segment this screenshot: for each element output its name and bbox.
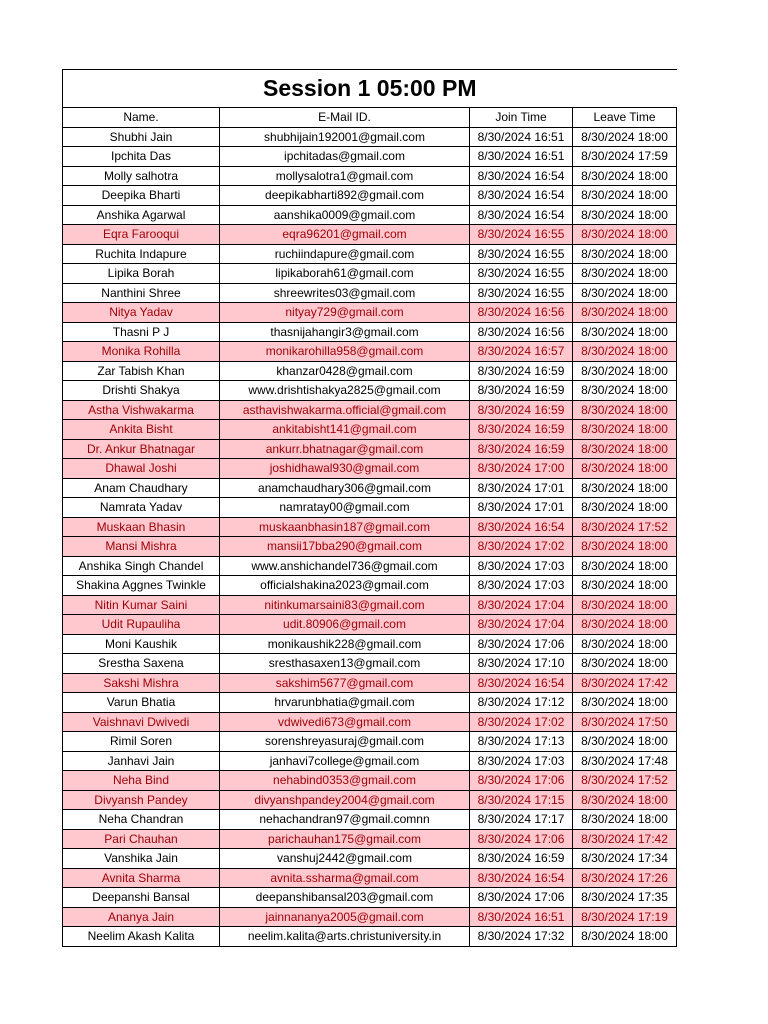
cell-join-time: 8/30/2024 16:51 — [470, 127, 573, 147]
cell-name: Muskaan Bhasin — [63, 517, 220, 537]
cell-name: Drishti Shakya — [63, 381, 220, 401]
cell-name: Astha Vishwakarma — [63, 400, 220, 420]
cell-name: Janhavi Jain — [63, 751, 220, 771]
cell-name: Udit Rupauliha — [63, 615, 220, 635]
cell-leave-time: 8/30/2024 18:00 — [573, 634, 677, 654]
cell-join-time: 8/30/2024 17:04 — [470, 615, 573, 635]
cell-leave-time: 8/30/2024 18:00 — [573, 303, 677, 323]
table-body — [63, 127, 677, 946]
table-row — [63, 576, 677, 596]
cell-join-time: 8/30/2024 16:59 — [470, 361, 573, 381]
cell-leave-time: 8/30/2024 17:35 — [573, 888, 677, 908]
cell-join-time: 8/30/2024 17:00 — [470, 459, 573, 479]
table-row — [63, 127, 677, 147]
cell-join-time: 8/30/2024 17:10 — [470, 654, 573, 674]
cell-leave-time: 8/30/2024 17:50 — [573, 712, 677, 732]
cell-join-time: 8/30/2024 16:54 — [470, 205, 573, 225]
cell-name: Neelim Akash Kalita — [63, 927, 220, 947]
cell-join-time: 8/30/2024 16:56 — [470, 322, 573, 342]
cell-leave-time: 8/30/2024 18:00 — [573, 127, 677, 147]
cell-name: Anam Chaudhary — [63, 478, 220, 498]
cell-leave-time: 8/30/2024 17:34 — [573, 849, 677, 869]
table-row — [63, 439, 677, 459]
table-row — [63, 634, 677, 654]
cell-email: sresthasaxen13@gmail.com — [220, 654, 470, 674]
cell-join-time: 8/30/2024 17:17 — [470, 810, 573, 830]
cell-email: ruchiindapure@gmail.com — [220, 244, 470, 264]
cell-leave-time: 8/30/2024 17:48 — [573, 751, 677, 771]
cell-email: parichauhan175@gmail.com — [220, 829, 470, 849]
table-row — [63, 829, 677, 849]
cell-join-time: 8/30/2024 16:54 — [470, 166, 573, 186]
cell-email: ankitabisht141@gmail.com — [220, 420, 470, 440]
cell-leave-time: 8/30/2024 18:00 — [573, 615, 677, 635]
table-row — [63, 537, 677, 557]
cell-leave-time: 8/30/2024 18:00 — [573, 400, 677, 420]
table-row — [63, 849, 677, 869]
cell-join-time: 8/30/2024 17:06 — [470, 634, 573, 654]
cell-name: Deepika Bharti — [63, 186, 220, 206]
cell-leave-time: 8/30/2024 18:00 — [573, 186, 677, 206]
cell-name: Dhawal Joshi — [63, 459, 220, 479]
cell-name: Ruchita Indapure — [63, 244, 220, 264]
cell-name: Sakshi Mishra — [63, 673, 220, 693]
cell-name: Nitya Yadav — [63, 303, 220, 323]
cell-join-time: 8/30/2024 17:01 — [470, 478, 573, 498]
cell-email: nityay729@gmail.com — [220, 303, 470, 323]
cell-email: hrvarunbhatia@gmail.com — [220, 693, 470, 713]
cell-email: namratay00@gmail.com — [220, 498, 470, 518]
cell-name: Nitin Kumar Saini — [63, 595, 220, 615]
cell-leave-time: 8/30/2024 18:00 — [573, 264, 677, 284]
cell-join-time: 8/30/2024 16:55 — [470, 244, 573, 264]
cell-leave-time: 8/30/2024 18:00 — [573, 654, 677, 674]
cell-name: Eqra Farooqui — [63, 225, 220, 245]
cell-email: nitinkumarsaini83@gmail.com — [220, 595, 470, 615]
cell-email: lipikaborah61@gmail.com — [220, 264, 470, 284]
title-row — [63, 70, 677, 108]
cell-leave-time: 8/30/2024 17:52 — [573, 517, 677, 537]
cell-join-time: 8/30/2024 16:54 — [470, 186, 573, 206]
table-row — [63, 810, 677, 830]
cell-email: udit.80906@gmail.com — [220, 615, 470, 635]
cell-name: Lipika Borah — [63, 264, 220, 284]
cell-name: Pari Chauhan — [63, 829, 220, 849]
cell-leave-time: 8/30/2024 18:00 — [573, 322, 677, 342]
cell-name: Molly salhotra — [63, 166, 220, 186]
cell-join-time: 8/30/2024 16:51 — [470, 147, 573, 167]
cell-email: janhavi7college@gmail.com — [220, 751, 470, 771]
cell-email: sakshim5677@gmail.com — [220, 673, 470, 693]
table-row — [63, 595, 677, 615]
cell-leave-time: 8/30/2024 18:00 — [573, 420, 677, 440]
cell-name: Avnita Sharma — [63, 868, 220, 888]
table-row — [63, 654, 677, 674]
cell-leave-time: 8/30/2024 18:00 — [573, 498, 677, 518]
table-row — [63, 732, 677, 752]
cell-email: deepikabharti892@gmail.com — [220, 186, 470, 206]
table-row — [63, 673, 677, 693]
cell-name: Neha Bind — [63, 771, 220, 791]
cell-join-time: 8/30/2024 16:59 — [470, 420, 573, 440]
cell-email: neelim.kalita@arts.christuniversity.in — [220, 927, 470, 947]
cell-join-time: 8/30/2024 16:55 — [470, 264, 573, 284]
cell-name: Deepanshi Bansal — [63, 888, 220, 908]
table-row — [63, 166, 677, 186]
table-row — [63, 615, 677, 635]
cell-email: nehabind0353@gmail.com — [220, 771, 470, 791]
table-row — [63, 693, 677, 713]
cell-name: Shubhi Jain — [63, 127, 220, 147]
table-row — [63, 420, 677, 440]
cell-join-time: 8/30/2024 17:02 — [470, 537, 573, 557]
cell-email: ankurr.bhatnagar@gmail.com — [220, 439, 470, 459]
cell-leave-time: 8/30/2024 17:59 — [573, 147, 677, 167]
attendance-table — [62, 69, 677, 947]
table-row — [63, 556, 677, 576]
table-row — [63, 478, 677, 498]
cell-email: ipchitadas@gmail.com — [220, 147, 470, 167]
table-row — [63, 283, 677, 303]
cell-join-time: 8/30/2024 17:03 — [470, 576, 573, 596]
table-row — [63, 517, 677, 537]
table-row — [63, 381, 677, 401]
cell-join-time: 8/30/2024 17:01 — [470, 498, 573, 518]
cell-join-time: 8/30/2024 16:56 — [470, 303, 573, 323]
cell-join-time: 8/30/2024 17:02 — [470, 712, 573, 732]
cell-name: Anshika Singh Chandel — [63, 556, 220, 576]
cell-join-time: 8/30/2024 17:15 — [470, 790, 573, 810]
table-row — [63, 459, 677, 479]
cell-email: thasnijahangir3@gmail.com — [220, 322, 470, 342]
cell-leave-time: 8/30/2024 18:00 — [573, 225, 677, 245]
cell-name: Ananya Jain — [63, 907, 220, 927]
column-header-name: Name. — [63, 108, 220, 128]
cell-join-time: 8/30/2024 17:03 — [470, 556, 573, 576]
cell-leave-time: 8/30/2024 18:00 — [573, 166, 677, 186]
cell-join-time: 8/30/2024 17:06 — [470, 829, 573, 849]
table-row — [63, 790, 677, 810]
cell-join-time: 8/30/2024 16:54 — [470, 673, 573, 693]
cell-join-time: 8/30/2024 16:54 — [470, 868, 573, 888]
cell-join-time: 8/30/2024 16:59 — [470, 849, 573, 869]
table-row — [63, 888, 677, 908]
cell-name: Rimil Soren — [63, 732, 220, 752]
cell-email: monikarohilla958@gmail.com — [220, 342, 470, 362]
cell-leave-time: 8/30/2024 18:00 — [573, 732, 677, 752]
cell-leave-time: 8/30/2024 17:52 — [573, 771, 677, 791]
cell-leave-time: 8/30/2024 18:00 — [573, 283, 677, 303]
table-row — [63, 361, 677, 381]
cell-leave-time: 8/30/2024 18:00 — [573, 478, 677, 498]
cell-email: shreewrites03@gmail.com — [220, 283, 470, 303]
table-row — [63, 751, 677, 771]
cell-name: Nanthini Shree — [63, 283, 220, 303]
cell-name: Mansi Mishra — [63, 537, 220, 557]
cell-leave-time: 8/30/2024 17:26 — [573, 868, 677, 888]
table-row — [63, 907, 677, 927]
cell-join-time: 8/30/2024 17:06 — [470, 771, 573, 791]
cell-email: aanshika0009@gmail.com — [220, 205, 470, 225]
cell-join-time: 8/30/2024 16:59 — [470, 400, 573, 420]
cell-leave-time: 8/30/2024 18:00 — [573, 595, 677, 615]
cell-name: Neha Chandran — [63, 810, 220, 830]
cell-name: Anshika Agarwal — [63, 205, 220, 225]
cell-name: Varun Bhatia — [63, 693, 220, 713]
table-row — [63, 400, 677, 420]
cell-name: Divyansh Pandey — [63, 790, 220, 810]
cell-email: eqra96201@gmail.com — [220, 225, 470, 245]
cell-leave-time: 8/30/2024 18:00 — [573, 205, 677, 225]
cell-email: www.drishtishakya2825@gmail.com — [220, 381, 470, 401]
table-row — [63, 225, 677, 245]
cell-leave-time: 8/30/2024 18:00 — [573, 556, 677, 576]
cell-email: anamchaudhary306@gmail.com — [220, 478, 470, 498]
cell-join-time: 8/30/2024 17:04 — [470, 595, 573, 615]
column-header-join-time: Join Time — [470, 108, 573, 128]
cell-name: Monika Rohilla — [63, 342, 220, 362]
cell-email: khanzar0428@gmail.com — [220, 361, 470, 381]
table-row — [63, 244, 677, 264]
cell-leave-time: 8/30/2024 17:42 — [573, 673, 677, 693]
cell-leave-time: 8/30/2024 18:00 — [573, 927, 677, 947]
cell-leave-time: 8/30/2024 18:00 — [573, 537, 677, 557]
cell-join-time: 8/30/2024 17:12 — [470, 693, 573, 713]
cell-email: www.anshichandel736@gmail.com — [220, 556, 470, 576]
cell-join-time: 8/30/2024 17:13 — [470, 732, 573, 752]
cell-email: avnita.ssharma@gmail.com — [220, 868, 470, 888]
cell-leave-time: 8/30/2024 18:00 — [573, 439, 677, 459]
table-row — [63, 264, 677, 284]
cell-email: jainnananya2005@gmail.com — [220, 907, 470, 927]
cell-join-time: 8/30/2024 16:59 — [470, 381, 573, 401]
cell-leave-time: 8/30/2024 18:00 — [573, 361, 677, 381]
cell-name: Srestha Saxena — [63, 654, 220, 674]
cell-leave-time: 8/30/2024 18:00 — [573, 459, 677, 479]
cell-email: divyanshpandey2004@gmail.com — [220, 790, 470, 810]
cell-name: Ankita Bisht — [63, 420, 220, 440]
cell-email: nehachandran97@gmail.comnn — [220, 810, 470, 830]
header-row — [63, 108, 677, 128]
cell-email: shubhijain192001@gmail.com — [220, 127, 470, 147]
table-row — [63, 771, 677, 791]
cell-leave-time: 8/30/2024 18:00 — [573, 244, 677, 264]
cell-name: Zar Tabish Khan — [63, 361, 220, 381]
cell-email: mansii17bba290@gmail.com — [220, 537, 470, 557]
table-row — [63, 322, 677, 342]
cell-join-time: 8/30/2024 16:55 — [470, 283, 573, 303]
cell-email: officialshakina2023@gmail.com — [220, 576, 470, 596]
table-row — [63, 186, 677, 206]
table-row — [63, 868, 677, 888]
cell-leave-time: 8/30/2024 18:00 — [573, 693, 677, 713]
column-header-leave-time: Leave Time — [573, 108, 677, 128]
cell-join-time: 8/30/2024 17:32 — [470, 927, 573, 947]
column-header-email: E-Mail ID. — [220, 108, 470, 128]
cell-name: Vaishnavi Dwivedi — [63, 712, 220, 732]
cell-leave-time: 8/30/2024 18:00 — [573, 576, 677, 596]
cell-leave-time: 8/30/2024 18:00 — [573, 790, 677, 810]
cell-join-time: 8/30/2024 16:55 — [470, 225, 573, 245]
cell-email: muskaanbhasin187@gmail.com — [220, 517, 470, 537]
cell-email: deepanshibansal203@gmail.com — [220, 888, 470, 908]
cell-join-time: 8/30/2024 16:51 — [470, 907, 573, 927]
table-row — [63, 205, 677, 225]
cell-leave-time: 8/30/2024 17:19 — [573, 907, 677, 927]
cell-name: Shakina Aggnes Twinkle — [63, 576, 220, 596]
cell-name: Ipchita Das — [63, 147, 220, 167]
cell-name: Namrata Yadav — [63, 498, 220, 518]
cell-email: monikaushik228@gmail.com — [220, 634, 470, 654]
cell-join-time: 8/30/2024 17:03 — [470, 751, 573, 771]
cell-name: Vanshika Jain — [63, 849, 220, 869]
table-row — [63, 927, 677, 947]
cell-name: Moni Kaushik — [63, 634, 220, 654]
cell-name: Thasni P J — [63, 322, 220, 342]
cell-leave-time: 8/30/2024 18:00 — [573, 810, 677, 830]
table-row — [63, 303, 677, 323]
cell-email: vanshuj2442@gmail.com — [220, 849, 470, 869]
cell-email: vdwivedi673@gmail.com — [220, 712, 470, 732]
table-row — [63, 342, 677, 362]
cell-leave-time: 8/30/2024 18:00 — [573, 381, 677, 401]
table-row — [63, 498, 677, 518]
cell-leave-time: 8/30/2024 17:42 — [573, 829, 677, 849]
cell-join-time: 8/30/2024 16:54 — [470, 517, 573, 537]
cell-email: sorenshreyasuraj@gmail.com — [220, 732, 470, 752]
cell-leave-time: 8/30/2024 18:00 — [573, 342, 677, 362]
cell-email: mollysalotra1@gmail.com — [220, 166, 470, 186]
table-row — [63, 712, 677, 732]
session-title: Session 1 05:00 PM — [63, 70, 677, 108]
cell-email: joshidhawal930@gmail.com — [220, 459, 470, 479]
cell-name: Dr. Ankur Bhatnagar — [63, 439, 220, 459]
cell-join-time: 8/30/2024 17:06 — [470, 888, 573, 908]
cell-join-time: 8/30/2024 16:57 — [470, 342, 573, 362]
cell-email: asthavishwakarma.official@gmail.com — [220, 400, 470, 420]
table-row — [63, 147, 677, 167]
cell-join-time: 8/30/2024 16:59 — [470, 439, 573, 459]
